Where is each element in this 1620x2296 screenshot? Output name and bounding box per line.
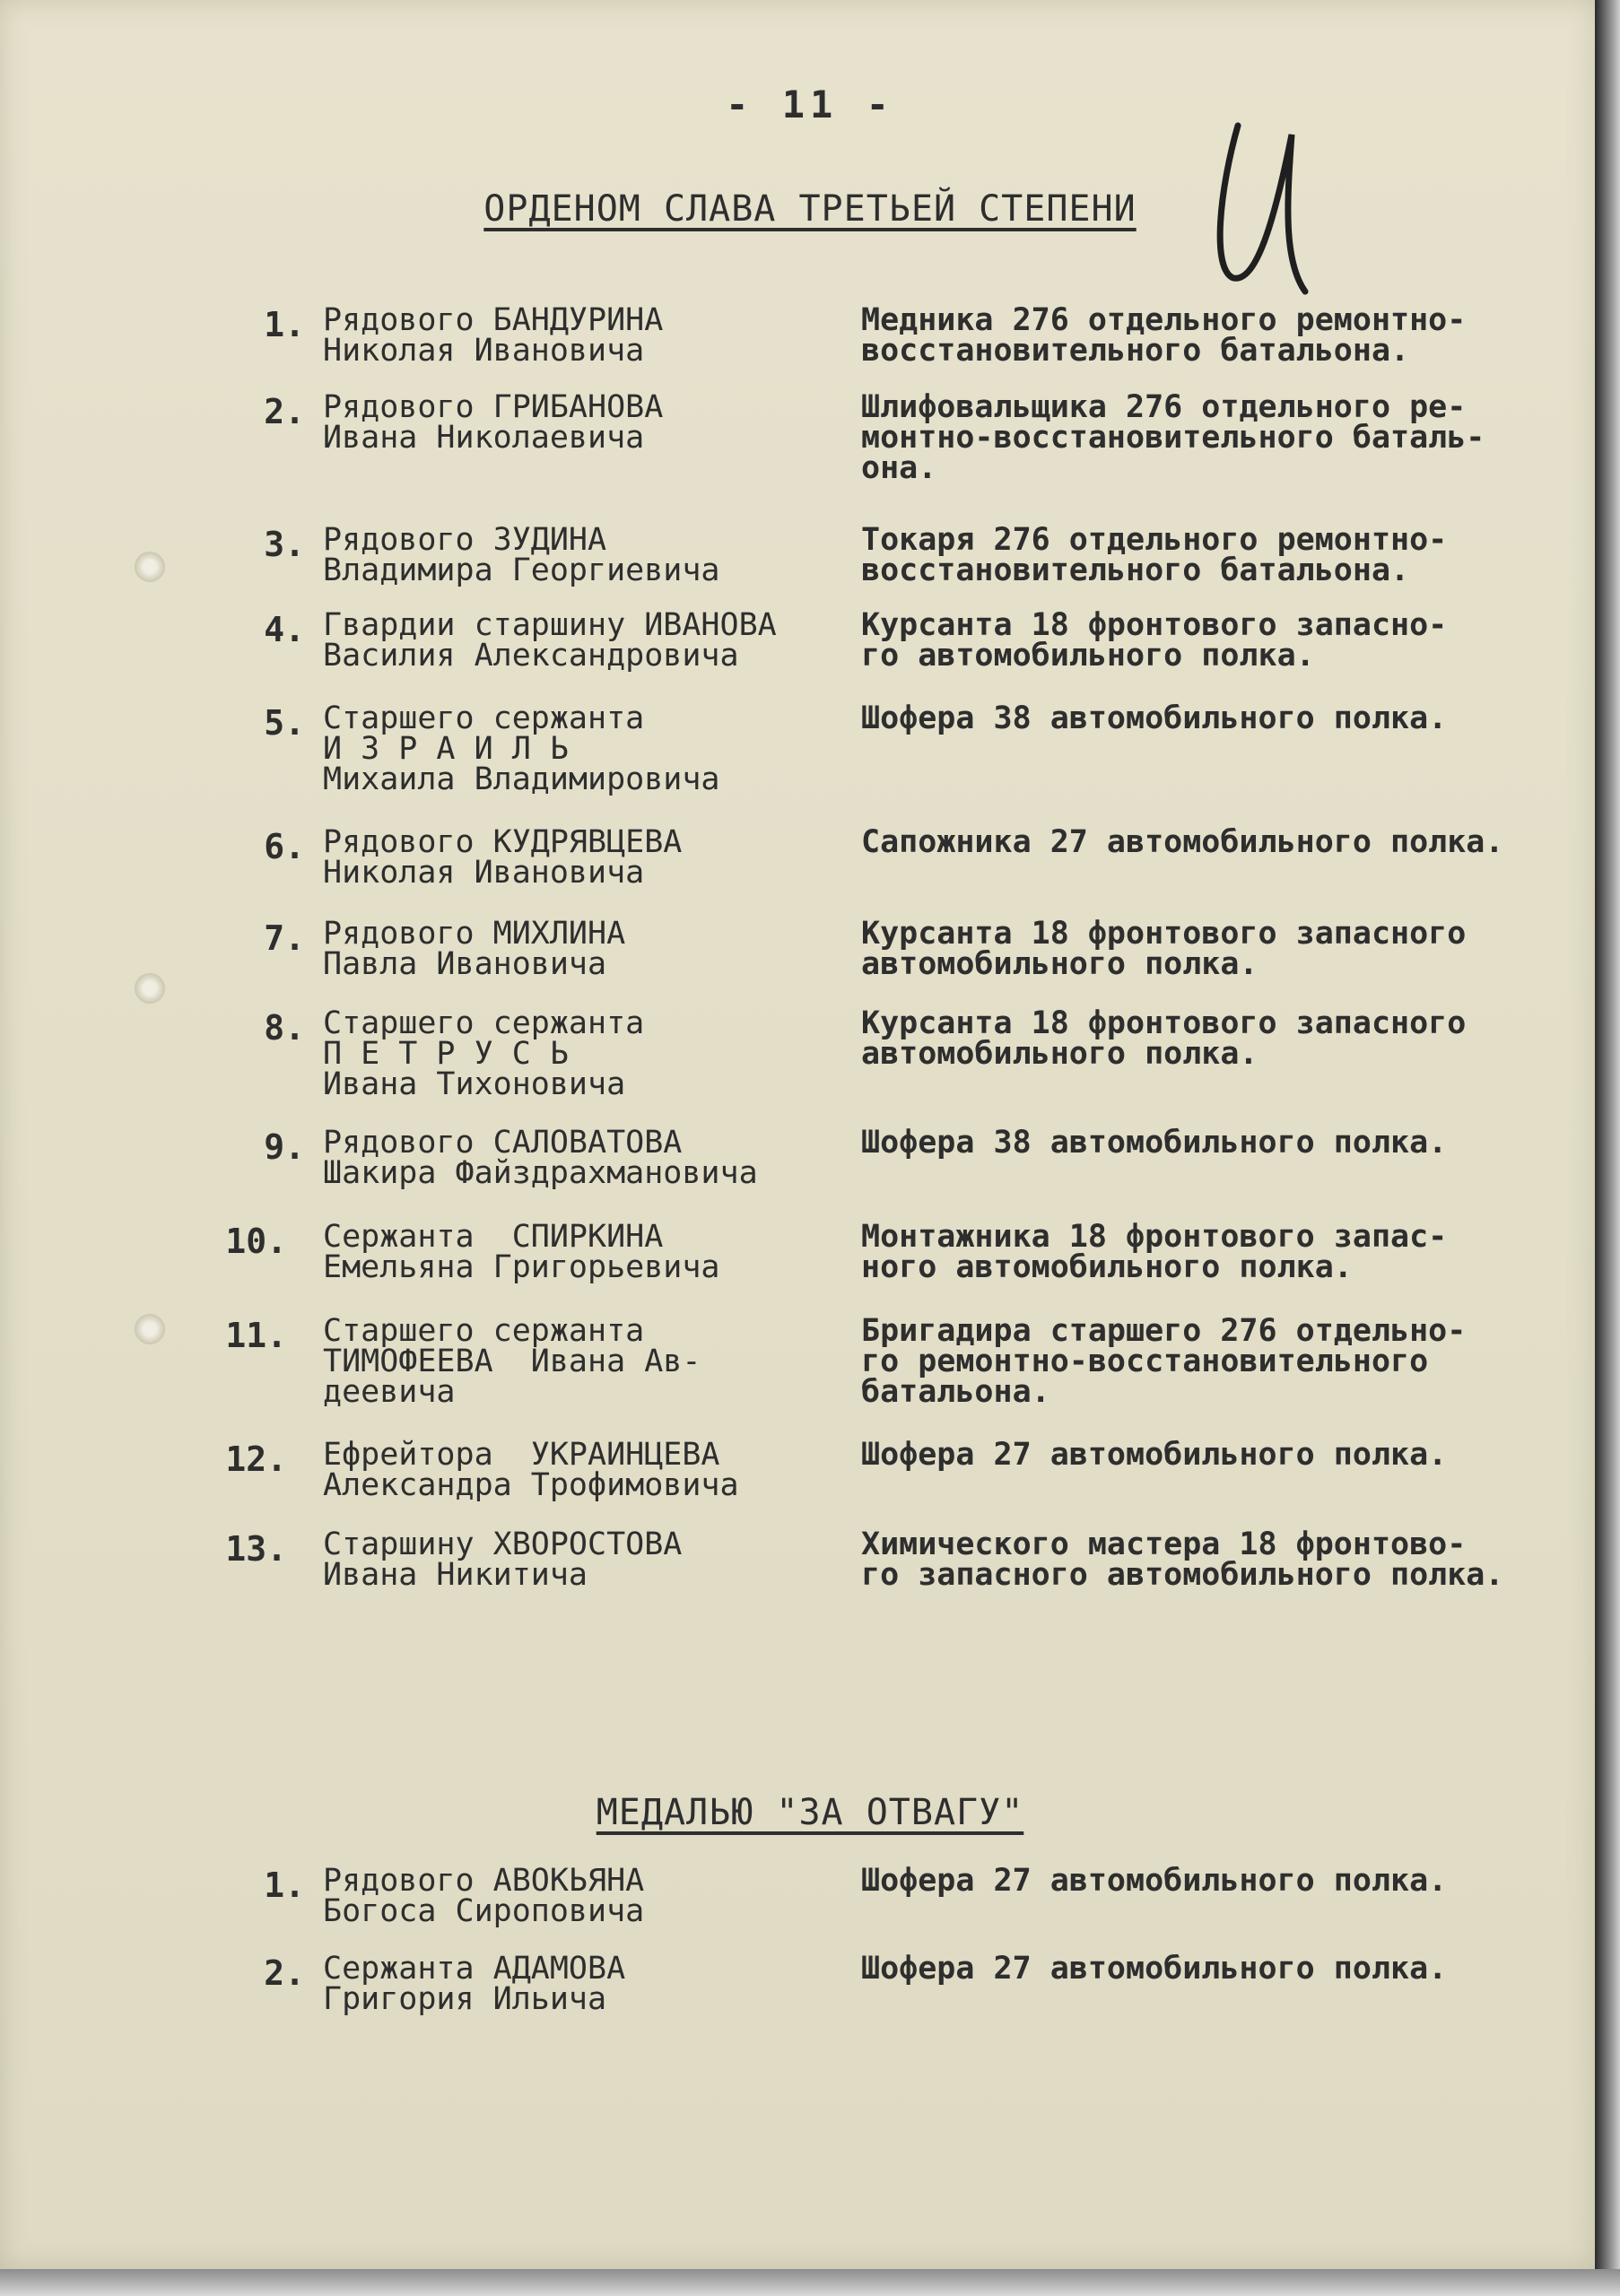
entry-name: Ефрейтора УКРАИНЦЕВА Александра Трофимовича — [323, 1437, 739, 1503]
entry-position: Шофера 27 автомобильного полка. — [861, 1951, 1448, 1987]
entry-name: Рядового БАНДУРИНА Николая Ивановича — [323, 302, 664, 369]
entry-position: Токаря 276 отдельного ремонтно- восстановительного батальона. — [861, 522, 1448, 588]
entry-position: Шофера 27 автомобильного полка. — [861, 1863, 1448, 1899]
punch-hole — [135, 1314, 165, 1344]
entry-number: 11. — [225, 1316, 287, 1355]
entry-number: 4. — [264, 610, 305, 649]
handwritten-mark-icon — [1211, 99, 1319, 305]
entry-number: 13. — [225, 1529, 287, 1569]
entry-position: Шофера 38 автомобильного полка. — [861, 1125, 1448, 1161]
entry-name: Старшего сержанта И З Р А И Л Ь Михаила Владимировича — [323, 700, 720, 797]
entry-name: Старшину ХВОРОСТОВА Ивана Никитича — [323, 1526, 683, 1593]
entry-name: Рядового АВОКЬЯНА Богоса Сироповича — [323, 1863, 645, 1929]
entry-name: Старшего сержанта ТИМОФЕЕВА Ивана Ав- деевича — [323, 1313, 701, 1410]
entry-name: Рядового ЗУДИНА Владимира Георгиевича — [323, 522, 720, 588]
entry-number: 5. — [264, 703, 305, 743]
entry-position: Медника 276 отдельного ремонтно- восстановительного батальона. — [861, 302, 1467, 369]
punch-hole — [135, 552, 165, 582]
entry-position: Шофера 38 автомобильного полка. — [861, 700, 1448, 736]
entry-number: 3. — [264, 525, 305, 564]
entry-name: Гвардии старшину ИВАНОВА Василия Александровича — [323, 607, 777, 674]
entry-name: Сержанта СПИРКИНА Емельяна Григорьевича — [323, 1219, 720, 1285]
entry-name: Старшего сержанта П Е Т Р У С Ь Ивана Тихоновича — [323, 1005, 645, 1102]
entry-position: Курсанта 18 фронтового запасно- го автомобильного полка. — [861, 607, 1448, 674]
punch-hole — [135, 973, 165, 1004]
entry-position: Химического мастера 18 фронтово- го запасного автомобильного полка. — [861, 1526, 1504, 1593]
entry-position: Шлифовальщика 276 отдельного ре- монтно-восстановительного баталь- она. — [861, 389, 1485, 486]
entry-position: Курсанта 18 фронтового запасного автомобильного полка. — [861, 916, 1467, 982]
entry-name: Сержанта АДАМОВА Григория Ильича — [323, 1951, 626, 2017]
scan-edge-right — [1595, 0, 1620, 2296]
entry-number: 7. — [264, 918, 305, 958]
entry-name: Рядового МИХЛИНА Павла Ивановича — [323, 916, 626, 982]
page-number: - 11 - — [726, 83, 894, 126]
entry-number: 10. — [225, 1222, 287, 1261]
entry-number: 1. — [264, 1866, 305, 1905]
entry-number: 1. — [264, 305, 305, 344]
entry-number: 8. — [264, 1008, 305, 1048]
entry-number: 6. — [264, 827, 305, 866]
scan-edge-bottom — [0, 2269, 1620, 2296]
entry-position: Монтажника 18 фронтового запас- ного автомобильного полка. — [861, 1219, 1448, 1285]
entry-name: Рядового САЛОВАТОВА Шакира Файздрахмановича — [323, 1125, 758, 1191]
entry-name: Рядового ГРИБАНОВА Ивана Николаевича — [323, 389, 664, 456]
entry-position: Курсанта 18 фронтового запасного автомобильного полка. — [861, 1005, 1467, 1072]
entry-position: Сапожника 27 автомобильного полка. — [861, 824, 1504, 860]
entry-position: Бригадира старшего 276 отдельно- го ремонтно-восстановительного батальона. — [861, 1313, 1467, 1410]
section-title-order-glory: ОРДЕНОМ СЛАВА ТРЕТЬЕЙ СТЕПЕНИ — [483, 188, 1137, 230]
section-title-medal-courage: МЕДАЛЬЮ "ЗА ОТВАГУ" — [596, 1792, 1024, 1833]
entry-number: 2. — [264, 1953, 305, 1993]
entry-position: Шофера 27 автомобильного полка. — [861, 1437, 1448, 1473]
entry-number: 12. — [225, 1439, 287, 1479]
entry-name: Рядового КУДРЯВЦЕВА Николая Ивановича — [323, 824, 683, 891]
entry-number: 9. — [264, 1127, 305, 1167]
entry-number: 2. — [264, 392, 305, 431]
